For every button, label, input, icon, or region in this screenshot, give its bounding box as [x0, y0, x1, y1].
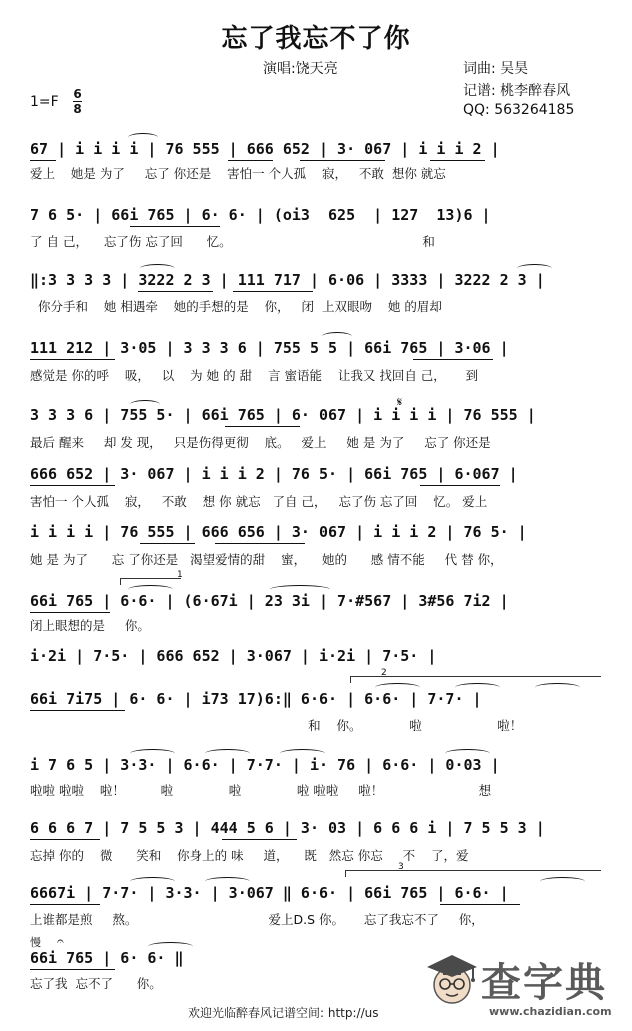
- beam-underline: [228, 160, 273, 161]
- lyrics-row-10: 和 你。 啦 啦！: [30, 718, 523, 733]
- beam-underline: [300, 160, 385, 161]
- notation-row-5: 3 3 3 6 | 755 5· | 66i 765 | 6· 067 | i i i i | 76 555 |: [30, 406, 536, 424]
- beam-underline: [233, 291, 313, 292]
- fermata-mark: 𝄐: [57, 934, 64, 948]
- slur: [130, 400, 160, 409]
- slur: [128, 133, 158, 142]
- volta-1-label: 1: [177, 570, 183, 580]
- volta-bracket-3: [345, 862, 601, 877]
- notation-row-10: 66i 7i75 | 6· 6· | i73 17)6:‖ 6·6· | 6·6· | 7·7· |: [30, 690, 482, 708]
- singer: 演唱:饶天亮: [263, 61, 338, 77]
- notation-row-8: 66i 765 | 6·6· | (6·67i | 23 3i | 7·#567 | 3#56 7i2 |: [30, 592, 509, 610]
- notation-row-6: 666 652 | 3· 067 | i i i 2 | 76 5· | 66i 765 | 6·067 |: [30, 465, 518, 483]
- lyrics-row-13: 上谁都是煎 熬。 爱上D.S 你。 忘了我忘不了 你，: [30, 912, 484, 927]
- lyrics-row-2: 了 自 己， 忘了伤 忘了回 忆。 和: [30, 234, 435, 249]
- segno-mark: 𝄋: [397, 395, 403, 409]
- lyrics-row-14: 忘了我 忘不了 你。: [30, 976, 162, 991]
- slur: [130, 749, 175, 758]
- time-signature-top: 6: [73, 87, 82, 101]
- slur: [205, 749, 250, 758]
- slur: [130, 877, 175, 886]
- slur: [280, 749, 325, 758]
- lyrics-row-7: 她 是 为了 忘 了你还是 渴望爱情的甜 蜜， 她的 感 情不能 代 替 你，: [30, 552, 503, 567]
- qq-number: QQ: 563264185: [463, 102, 575, 118]
- notation-row-13: 6667i | 7·7· | 3·3· | 3·067 ‖ 6·6· | 66i 765 | 6·6· |: [30, 884, 509, 902]
- site-logo: [415, 945, 615, 1025]
- volta-2-label: 2: [381, 668, 387, 678]
- beam-underline: [138, 291, 213, 292]
- slur: [270, 585, 330, 594]
- lyrics-row-11: 啦啦 啦啦 啦！ 啦 啦 啦 啦啦 啦！ 想: [30, 783, 492, 798]
- slur: [517, 264, 552, 273]
- transcriber: 记谱: 桃李醉春风: [463, 83, 571, 99]
- notation-row-3: ‖:3 3 3 3 | 3222 2 3 | 111 717 | 6·06 | 3333 | 3222 2 3 |: [30, 271, 545, 289]
- beam-underline: [30, 839, 100, 840]
- graduate-cap-icon: [423, 951, 481, 1009]
- slur: [535, 683, 580, 692]
- logo-text: 查字典: [481, 960, 607, 1006]
- notation-row-14: 66i 765 | 6· 6· ‖: [30, 949, 184, 967]
- notation-row-4: 111 212 | 3·05 | 3 3 3 6 | 755 5 5 | 66i 765 | 3·06 |: [30, 339, 509, 357]
- beam-underline: [130, 226, 220, 227]
- lyrics-row-4: 感觉是 你的呼 吸， 以 为 她 的 甜 言 蜜语能 让我又 找回自 己， 到: [30, 368, 479, 383]
- beam-underline: [30, 612, 110, 613]
- slur: [540, 877, 585, 886]
- slur: [128, 585, 173, 594]
- slow-tempo-mark: 慢: [30, 936, 41, 949]
- beam-underline: [30, 359, 115, 360]
- beam-underline: [140, 543, 195, 544]
- beam-underline: [420, 485, 500, 486]
- slur: [445, 749, 490, 758]
- volta-bracket-2: [350, 668, 601, 683]
- slur: [375, 683, 420, 692]
- notation-row-7: i i i i | 76 555 | 666 656 | 3· 067 | i i i 2 | 76 5· |: [30, 523, 527, 541]
- volta-3-label: 3: [398, 862, 404, 872]
- lyrics-row-3: 你分手和 她 相遇牵 她的手想的是 你， 闭 上双眼吻 她 的眉却: [30, 299, 442, 314]
- slur: [322, 332, 352, 341]
- notation-row-2: 7 6 5· | 66i 765 | 6· 6· | (oi3 625 | 127 13)6 |: [30, 206, 491, 224]
- song-title: 忘了我忘不了你: [221, 24, 411, 54]
- beam-underline: [30, 160, 56, 161]
- notation-row-1: 67 | i i i i | 76 555 | 666 652 | 3· 067 | i i i 2 |: [30, 140, 500, 158]
- footer-text: 欢迎光临醉春风记谱空间: http://us: [188, 1006, 379, 1020]
- volta-bracket-1: [120, 570, 183, 585]
- notation-row-9: i·2i | 7·5· | 666 652 | 3·067 | i·2i | 7·5· |: [30, 647, 437, 665]
- notation-row-11: i 7 6 5 | 3·3· | 6·6· | 7·7· | i· 76 | 6·6· | 0·03 |: [30, 756, 500, 774]
- lyricist-composer: 词曲: 吴昊: [463, 61, 529, 77]
- beam-underline: [222, 839, 297, 840]
- time-signature-bottom: 8: [73, 102, 82, 116]
- key-signature: 1=F: [30, 94, 59, 110]
- beam-underline: [30, 904, 100, 905]
- beam-underline: [30, 485, 115, 486]
- time-signature: [73, 88, 82, 115]
- lyrics-row-12: 忘掉 你的 微 笑和 你身上的 味 道， 既 然忘 你忘 不 了，爱: [30, 848, 469, 863]
- slur: [455, 683, 500, 692]
- beam-underline: [30, 710, 125, 711]
- beam-underline: [30, 969, 115, 970]
- beam-underline: [215, 543, 305, 544]
- beam-underline: [440, 904, 520, 905]
- logo-url: www.chazidian.com: [489, 1005, 612, 1018]
- lyrics-row-1: 爱上 她是 为了 忘了 你还是 害怕一 个人孤 寂， 不敢 想你 就忘: [30, 166, 446, 181]
- beam-underline: [430, 160, 485, 161]
- lyrics-row-8: 闭上眼想的是 你。: [30, 618, 150, 633]
- slur: [205, 877, 250, 886]
- lyrics-row-5: 最后 醒来 却 发 现， 只是伤得更彻 底。 爱上 她 是 为了 忘了 你还是: [30, 435, 491, 450]
- lyrics-row-6: 害怕一 个人孤 寂， 不敢 想 你 就忘 了自 己， 忘了伤 忘了回 忆。 爱上: [30, 494, 488, 509]
- slur: [148, 942, 193, 951]
- beam-underline: [413, 359, 493, 360]
- slur: [140, 264, 175, 273]
- notation-row-12: 6 6 6 7 | 7 5 5 3 | 444 5 6 | 3· 03 | 6 6 6 i | 7 5 5 3 |: [30, 819, 545, 837]
- beam-underline: [225, 426, 300, 427]
